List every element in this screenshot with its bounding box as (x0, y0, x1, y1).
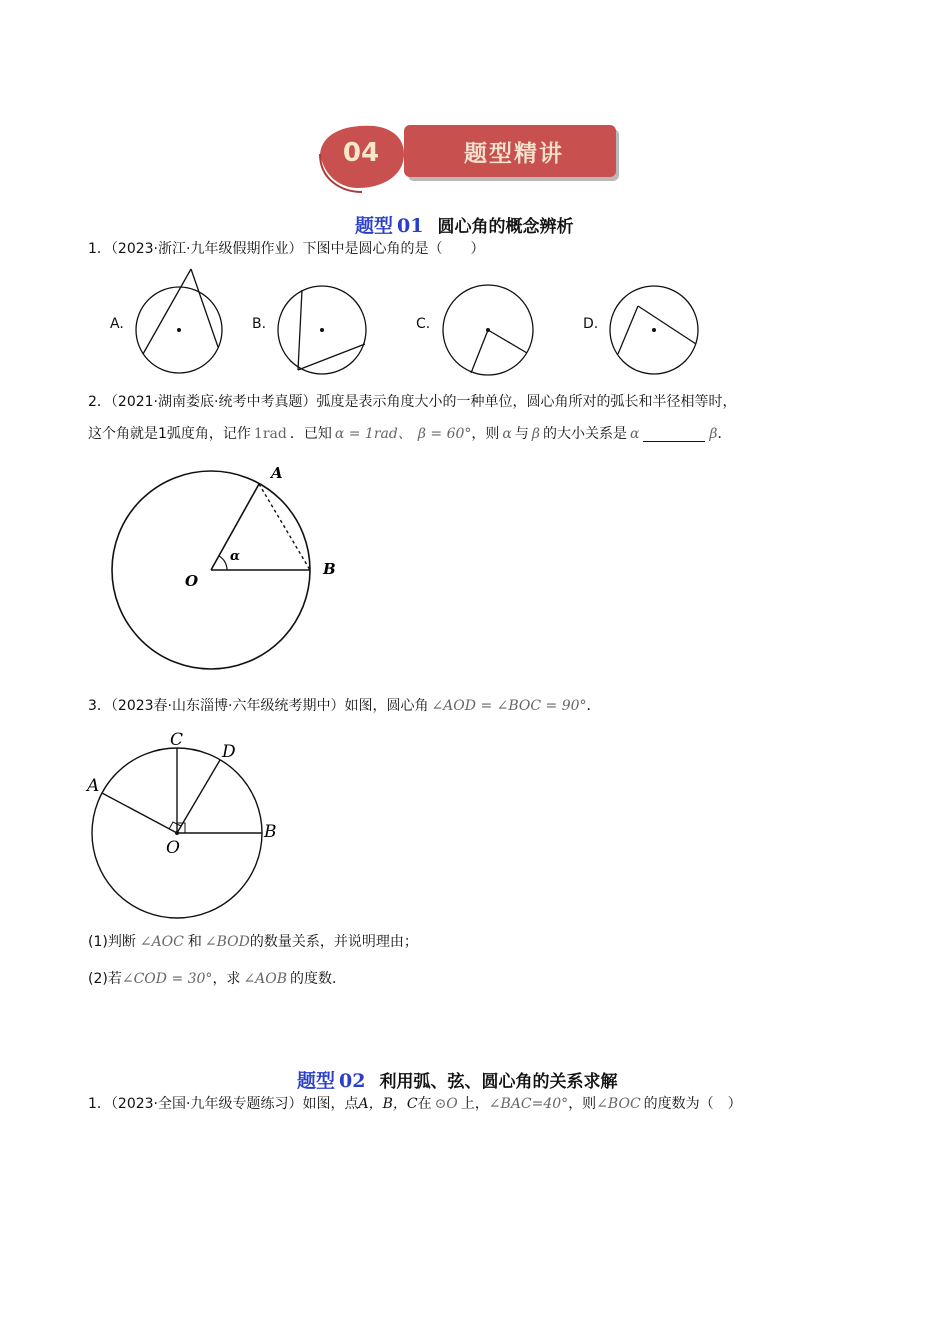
q1-option-d-figure (608, 284, 702, 378)
q4-eq2: ∠BOC (596, 1096, 641, 1112)
q4-circle-o: ⊙O (434, 1096, 458, 1112)
q2-and: 与 (514, 426, 529, 442)
q2-line2a: 这个角就是1弧度角，记作 (88, 426, 251, 442)
section1-num: 01 (397, 215, 424, 237)
q3-p1d: ∠BOD (204, 934, 250, 950)
section1-title (355, 211, 573, 238)
q3-label-c: C (170, 730, 184, 750)
q3-p2c: ，求 (212, 971, 241, 987)
q3-label-a: A (87, 776, 100, 796)
q2-line2b: ．已知 (289, 426, 332, 442)
q2-line2 (88, 424, 732, 444)
q3-eq: ∠AOD = ∠BOC = 90° (431, 698, 587, 714)
q3-label-d: D (222, 742, 236, 762)
q2-beta-eq: β = 60° (417, 426, 472, 442)
q1-text (88, 239, 484, 259)
q4-t5: ，则 (568, 1096, 597, 1112)
q2-line1 (88, 392, 736, 412)
q4-t2: A，B，C (358, 1096, 418, 1112)
q2-label-b: B (323, 560, 336, 578)
q3-p2b: ∠COD = 30° (121, 971, 213, 987)
q3-p1a: (1)判断 (88, 934, 136, 950)
q1-source: （2023·浙江·九年级假期作业） (110, 241, 303, 257)
q2-figure (105, 460, 345, 675)
q2-answer-blank[interactable] (643, 427, 705, 442)
q2-beta: β (531, 426, 540, 442)
q4-t1: 如图，点 (302, 1096, 359, 1112)
q3-part2 (88, 969, 346, 989)
q3-label-o: O (166, 838, 180, 858)
banner (318, 120, 620, 195)
q4-num: 1． (88, 1096, 111, 1112)
q2-line2c: ，则 (471, 426, 500, 442)
q3-period: ． (586, 698, 601, 714)
q2-alpha-2: α (629, 426, 640, 442)
q1-option-d-label: D. (583, 316, 599, 332)
q4-line (88, 1094, 742, 1114)
section2-title (297, 1066, 617, 1093)
q3-line1 (88, 696, 601, 716)
q4-t3: 在 (417, 1096, 432, 1112)
q3-part1 (88, 932, 418, 952)
q2-beta-2: β (709, 426, 718, 442)
q2-num: 2． (88, 394, 111, 410)
q3-label-b: B (264, 822, 277, 842)
banner-number: 04 (342, 138, 380, 168)
q3-source: （2023春·山东淄博·六年级统考期中） (110, 698, 345, 714)
q1-option-b-label: B. (252, 316, 267, 332)
q1-option-a-figure (134, 265, 226, 377)
q2-line1-text: 弧度是表示角度大小的一种单位，圆心角所对的弧长和半径相等时， (316, 394, 737, 410)
q2-line2d: 的大小关系是 (542, 426, 627, 442)
section2-label: 题型 (297, 1070, 336, 1092)
q3-p1c: 和 (187, 934, 202, 950)
q3-p2a: (2)若 (88, 971, 122, 987)
q1-num: 1． (88, 241, 111, 257)
section1-name: 圆心角的概念辨析 (437, 217, 574, 237)
q3-num: 3． (88, 698, 111, 714)
q1-option-c-label: C. (416, 316, 431, 332)
q2-label-alpha: α (230, 549, 241, 564)
q2-source: （2021·湖南娄底·统考中考真题） (110, 394, 317, 410)
q2-alpha: α (502, 426, 512, 442)
q4-t4: 上， (460, 1096, 489, 1112)
q3-p2d: ∠AOB (243, 971, 288, 987)
q2-rad: 1rad (253, 426, 287, 442)
q2-label-o: O (185, 572, 199, 590)
section2-num: 02 (339, 1070, 366, 1092)
q2-period: ． (717, 426, 732, 442)
q1-option-c-figure (441, 283, 535, 377)
q4-source: （2023·全国·九年级专题练习） (110, 1096, 303, 1112)
q3-figure (82, 725, 292, 925)
q3-p1b: ∠AOC (139, 934, 184, 950)
section1-label: 题型 (355, 215, 394, 237)
q3-text: 如图，圆心角 (344, 698, 429, 714)
banner-title: 题型精讲 (464, 141, 564, 167)
q3-p2e: 的度数． (290, 971, 347, 987)
section2-name: 利用弧、弦、圆心角的关系求解 (379, 1072, 618, 1092)
q1-question: 下图中是圆心角的是（ ） (302, 241, 485, 257)
q4-eq1: ∠BAC=40° (488, 1096, 569, 1112)
q3-p1e: 的数量关系，并说明理由； (249, 934, 418, 950)
q4-t6: 的度数为（ ） (643, 1096, 742, 1112)
q1-option-b-figure (276, 284, 368, 376)
q2-alpha-eq: α = 1rad、 (334, 426, 412, 442)
q1-option-a-label: A. (110, 316, 124, 332)
q2-label-a: A (271, 464, 283, 482)
